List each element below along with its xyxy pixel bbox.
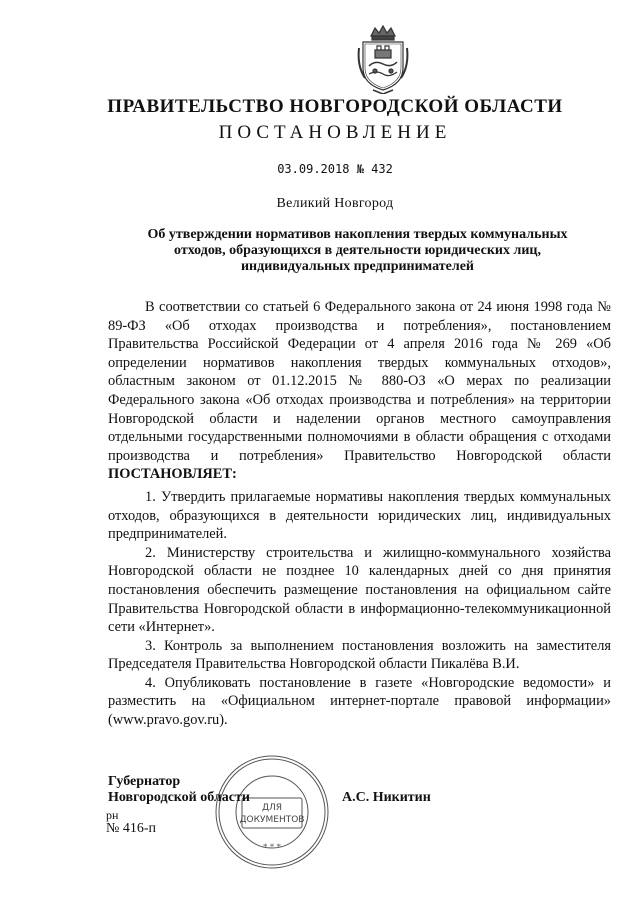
stamp-line1: ДЛЯ: [261, 803, 283, 813]
official-stamp: [212, 752, 332, 872]
registration-number: № 416-п: [106, 821, 157, 836]
government-heading: ПРАВИТЕЛЬСТВО НОВГОРОДСКОЙ ОБЛАСТИ: [107, 96, 563, 117]
document-title: [110, 227, 605, 275]
stamp-line2: ДОКУМЕНТОВ: [239, 815, 305, 825]
item-3: 3. Контроль за выполнением постановления возложить на заместителя Председателя Правительства Новгородской области Пикалёва В.И.: [108, 637, 611, 673]
preamble-text: В соответствии со статьей 6 Федерального закона от 24 июня 1998 года № 89-ФЗ «Об отходах производства и потребления», постановлением Правительства Российской Федерации от 4 апреля 2016 года № 269 «Об определении нормативов накопления твердых коммунальных отходов», областным законом от 01.12.2015 № 880-ОЗ «О мерах по реализации Федерального закона «Об отходах производства и потребления» на территории Новгородской области и наделении органов местного самоуправления отдельными государственными полномочиями в области обращения с отходами производства и потребления» Правительство Новгородской области: [108, 299, 611, 464]
coat-of-arms-icon: [355, 22, 411, 94]
title-line: Об утверждении нормативов накопления твердых коммунальных: [147, 227, 568, 242]
title-line: индивидуальных предпринимателей: [240, 259, 474, 274]
document-body: [108, 298, 611, 730]
preamble-paragraph: [108, 298, 611, 484]
svg-text:* * *: * * *: [263, 842, 281, 852]
signer-position-line1: Губернатор: [108, 774, 181, 789]
signer-position-line2: Новгородской области: [108, 790, 250, 805]
registration-block: [106, 808, 156, 836]
date-number: 03.09.2018 № 432: [277, 162, 393, 176]
decree-word: ПОСТАНОВЛЯЕТ:: [108, 466, 237, 483]
item-4: 4. Опубликовать постановление в газете «Новгородские ведомости» и разместить на «Официальном интернет-портале правовой информации» (www.pravo.gov.ru).: [108, 674, 611, 729]
item-1: 1. Утвердить прилагаемые нормативы накопления твердых коммунальных отходов, образующихся в деятельности юридических лиц, индивидуальных предпринимателей.: [108, 488, 611, 543]
registration-initials: рн: [106, 808, 119, 822]
city: Великий Новгород: [276, 196, 394, 211]
document-type: ПОСТАНОВЛЕНИЕ: [218, 122, 452, 143]
signer-position: [108, 774, 250, 806]
title-line: отходов, образующихся в деятельности юридических лиц,: [174, 243, 541, 258]
signer-name: А.С. Никитин: [342, 790, 431, 805]
item-2: 2. Министерству строительства и жилищно-коммунального хозяйства Новгородской области не позднее 10 календарных дней со дня принятия постановления обеспечить размещение постановления на официальном сайте Правительства Новгородской области в информационно-телекоммуникационной сети «Интернет».: [108, 544, 611, 636]
